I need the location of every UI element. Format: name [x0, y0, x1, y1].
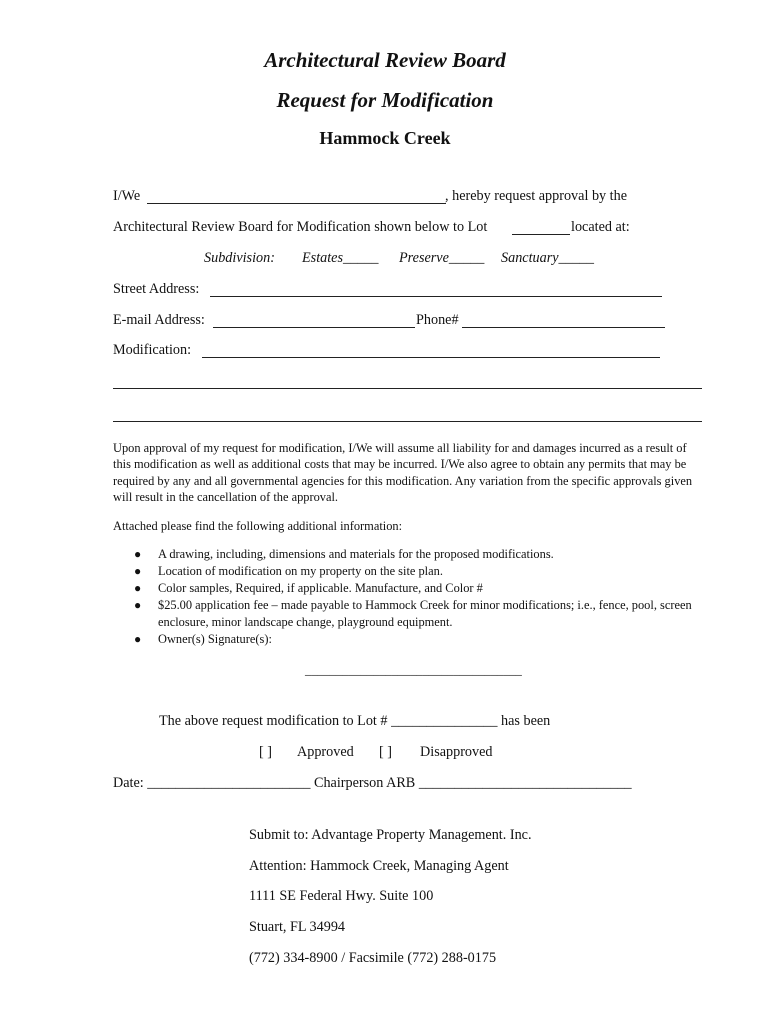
chairperson-label: Chairperson ARB — [313, 775, 416, 791]
submit-to-line: Submit to: Advantage Property Management. Inc. — [249, 827, 532, 843]
owner-signature-line[interactable]: ___________________________________ — [305, 663, 522, 677]
form-title: Architectural Review Board — [264, 48, 506, 72]
liability-paragraph: Upon approval of my request for modification, I/We will assume all liability for and damages incurred as a result of this modification as well as additional costs that may be incurred. I/We also agree to obtain any permits that may be required by any and all governmental agencies for this modification. Any variation from the specific approvals given will result in the cancellation of the approval. — [113, 441, 693, 504]
decision-prefix: The above request modification to Lot # — [159, 713, 388, 729]
list-item — [113, 546, 718, 563]
disapproved-label: Disapproved — [420, 744, 493, 760]
lot-request-text: Architectural Review Board for Modification shown below to Lot — [113, 219, 488, 235]
decision-suffix: has been — [501, 713, 551, 729]
street-address-label: Street Address: — [113, 281, 200, 297]
subdivision-option-preserve[interactable]: Preserve_____ — [399, 250, 485, 266]
located-at-text: located at: — [571, 219, 630, 235]
list-item-text: $25.00 application fee – made payable to Hammock Creek for minor modifications; i.e., fence, pool, screen enclosure, minor landscape change, playground equipment. — [158, 598, 692, 629]
city-line: Stuart, FL 34994 — [249, 919, 346, 935]
phone-fax-line: (772) 334-8900 / Facsimile (772) 288-0175 — [249, 950, 497, 966]
bullet-icon: ● — [134, 547, 142, 561]
list-item — [113, 597, 718, 631]
community-name: Hammock Creek — [319, 128, 451, 148]
decision-lot-blank[interactable]: _______________ — [391, 713, 498, 729]
list-item — [113, 631, 718, 648]
list-item — [113, 580, 718, 597]
bullet-icon: ● — [134, 632, 142, 646]
form-subtitle: Request for Modification — [276, 88, 494, 112]
attachments-intro: Attached please find the following additional information: — [113, 519, 403, 533]
approved-label: Approved — [297, 744, 354, 760]
request-approval-text: , hereby request approval by the — [445, 188, 628, 204]
date-label: Date: — [113, 775, 144, 791]
email-field[interactable] — [213, 327, 415, 328]
list-item — [113, 563, 718, 580]
approved-checkbox[interactable]: [ ] — [259, 744, 272, 760]
subdivision-label: Subdivision: — [204, 250, 275, 266]
phone-field[interactable] — [462, 327, 665, 328]
disapproved-checkbox[interactable]: [ ] — [379, 744, 392, 760]
decision-text — [159, 713, 550, 730]
bullet-icon: ● — [134, 581, 142, 595]
bullet-icon: ● — [134, 564, 142, 578]
chairperson-field[interactable]: ______________________________ — [418, 775, 632, 791]
attention-line: Attention: Hammock Creek, Managing Agent — [249, 858, 509, 874]
list-item-text: Owner(s) Signature(s): — [158, 632, 272, 646]
list-item-text: A drawing, including, dimensions and materials for the proposed modifications. — [158, 547, 554, 561]
street-address-field[interactable] — [210, 296, 662, 297]
bullet-icon: ● — [134, 598, 142, 612]
email-label: E-mail Address: — [113, 312, 205, 328]
modification-label: Modification: — [113, 342, 192, 358]
modification-field-line-3[interactable] — [113, 421, 702, 422]
list-item-text: Location of modification on my property on the site plan. — [158, 564, 443, 578]
modification-field-line-2[interactable] — [113, 388, 702, 389]
name-blank[interactable] — [147, 203, 446, 204]
subdivision-option-estates[interactable]: Estates_____ — [302, 250, 379, 266]
list-item-text: Color samples, Required, if applicable. Manufacture, and Color # — [158, 581, 483, 595]
modification-field[interactable] — [202, 357, 660, 358]
lot-number-blank[interactable] — [512, 234, 570, 235]
phone-label: Phone# — [416, 312, 459, 328]
date-row — [113, 775, 632, 792]
street-line: 1111 SE Federal Hwy. Suite 100 — [249, 888, 434, 904]
attachments-list — [113, 546, 718, 648]
iwe-label: I/We — [113, 188, 141, 204]
subdivision-option-sanctuary[interactable]: Sanctuary_____ — [501, 250, 594, 266]
date-field[interactable]: _______________________ — [147, 775, 311, 791]
